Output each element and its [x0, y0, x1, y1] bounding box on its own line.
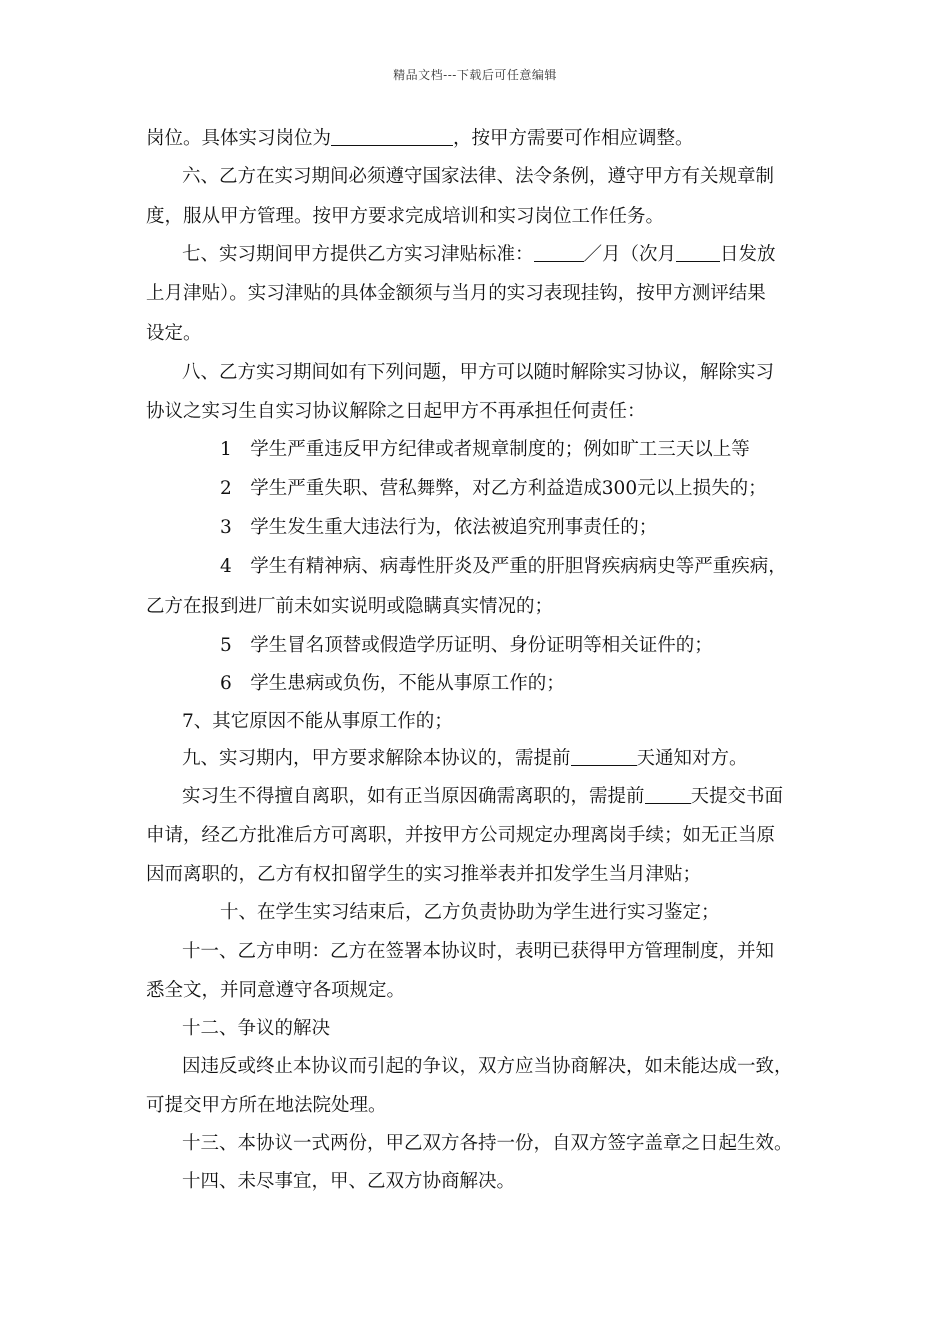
- line-text: 六、乙方在实习期间必须遵守国家法律、法令条例，遵守甲方有关规章制: [182, 166, 775, 187]
- line-text: 1 学生严重违反甲方纪律或者规章制度的；例如旷工三天以上等: [220, 439, 750, 460]
- line-text: ，按甲方需要可作相应调整。: [453, 128, 694, 149]
- line-text: 天通知对方。: [636, 748, 748, 769]
- fill-in-blank: [645, 783, 691, 804]
- fill-in-blank: [331, 125, 453, 146]
- paragraph-line: [146, 821, 775, 851]
- fill-in-blank: [676, 241, 720, 262]
- line-text: 九、实习期内，甲方要求解除本协议的，需提前: [182, 748, 571, 769]
- paragraph-line: [220, 898, 720, 928]
- line-text: 3 学生发生重大违法行为，依法被追究刑事责任的；: [220, 517, 658, 538]
- paragraph-line: [146, 279, 766, 309]
- line-text: 十四、未尽事宜，甲、乙双方协商解决。: [182, 1171, 516, 1192]
- line-text: 设定。: [146, 323, 202, 344]
- paragraph-line: [146, 1091, 387, 1121]
- line-text: 4 学生有精神病、病毒性肝炎及严重的肝胆肾疾病病史等严重疾病，: [220, 556, 787, 577]
- paragraph-line: [182, 358, 774, 388]
- paragraph-line: [220, 552, 787, 582]
- line-text: 乙方在报到进厂前未如实说明或隐瞒真实情况的；: [146, 596, 554, 617]
- paragraph-line: [220, 513, 657, 543]
- line-text: 天提交书面: [690, 786, 784, 807]
- line-text: 八、乙方实习期间如有下列问题，甲方可以随时解除实习协议，解除实习: [182, 362, 775, 383]
- paragraph-line: [182, 1052, 793, 1082]
- page-header: 精品文档---下载后可任意编辑: [393, 68, 557, 82]
- paragraph-line: [182, 162, 774, 192]
- paragraph-line: [146, 976, 405, 1006]
- line-text: ／月（次月: [583, 244, 677, 265]
- fill-in-blank: [534, 241, 584, 262]
- line-text: 日发放: [720, 244, 776, 265]
- paragraph-line: [220, 631, 713, 661]
- line-text: 因违反或终止本协议而引起的争议，双方应当协商解决，如未能达成一致，: [182, 1056, 793, 1077]
- paragraph-line: [146, 592, 553, 622]
- line-text: 可提交甲方所在地法院处理。: [146, 1095, 387, 1116]
- paragraph-line: [146, 319, 202, 349]
- paragraph-line: [220, 474, 767, 504]
- line-text: 十三、本协议一式两份，甲乙双方各持一份，自双方签字盖章之日起生效。: [182, 1133, 793, 1154]
- line-text: 因而离职的，乙方有权扣留学生的实习推举表并扣发学生当月津贴；: [146, 864, 702, 885]
- paragraph-line: [182, 744, 748, 774]
- line-text: 岗位。具体实习岗位为: [146, 128, 332, 149]
- paragraph-line: [146, 124, 694, 154]
- line-text: 度，服从甲方管理。按甲方要求完成培训和实习岗位工作任务。: [146, 206, 665, 227]
- line-text: 2 学生严重失职、营私舞弊，对乙方利益造成300元以上损失的；: [220, 478, 767, 499]
- paragraph-line: [182, 782, 783, 812]
- paragraph-line: [220, 669, 565, 699]
- line-text: 协议之实习生自实习协议解除之日起甲方不再承担任何责任：: [146, 401, 646, 422]
- paragraph-line: [146, 860, 701, 890]
- paragraph-line: [182, 1129, 793, 1159]
- line-text: 5 学生冒名顶替或假造学历证明、身份证明等相关证件的；: [220, 635, 713, 656]
- paragraph-line: [146, 202, 664, 232]
- line-text: 上月津贴）。实习津贴的具体金额须与当月的实习表现挂钩，按甲方测评结果: [146, 283, 766, 304]
- line-text: 悉全文，并同意遵守各项规定。: [146, 980, 406, 1001]
- paragraph-line: [182, 937, 774, 967]
- paragraph-line: [182, 1167, 515, 1197]
- line-text: 7、其它原因不能从事原工作的；: [182, 711, 453, 732]
- line-text: 七、实习期间甲方提供乙方实习津贴标准：: [182, 244, 534, 265]
- fill-in-blank: [571, 745, 637, 766]
- line-text: 十二、争议的解决: [182, 1018, 331, 1039]
- paragraph-line: [146, 397, 646, 427]
- paragraph-line: [182, 707, 453, 737]
- paragraph-line: [182, 240, 776, 270]
- line-text: 十、在学生实习结束后，乙方负责协助为学生进行实习鉴定；: [220, 902, 720, 923]
- paragraph-line: [182, 1014, 330, 1044]
- line-text: 实习生不得擅自离职，如有正当原因确需离职的，需提前: [182, 786, 645, 807]
- paragraph-line: [220, 435, 750, 465]
- line-text: 十一、乙方申明：乙方在签署本协议时，表明已获得甲方管理制度，并知: [182, 941, 775, 962]
- line-text: 6 学生患病或负伤，不能从事原工作的；: [220, 673, 565, 694]
- line-text: 申请，经乙方批准后方可离职，并按甲方公司规定办理离岗手续；如无正当原: [146, 825, 776, 846]
